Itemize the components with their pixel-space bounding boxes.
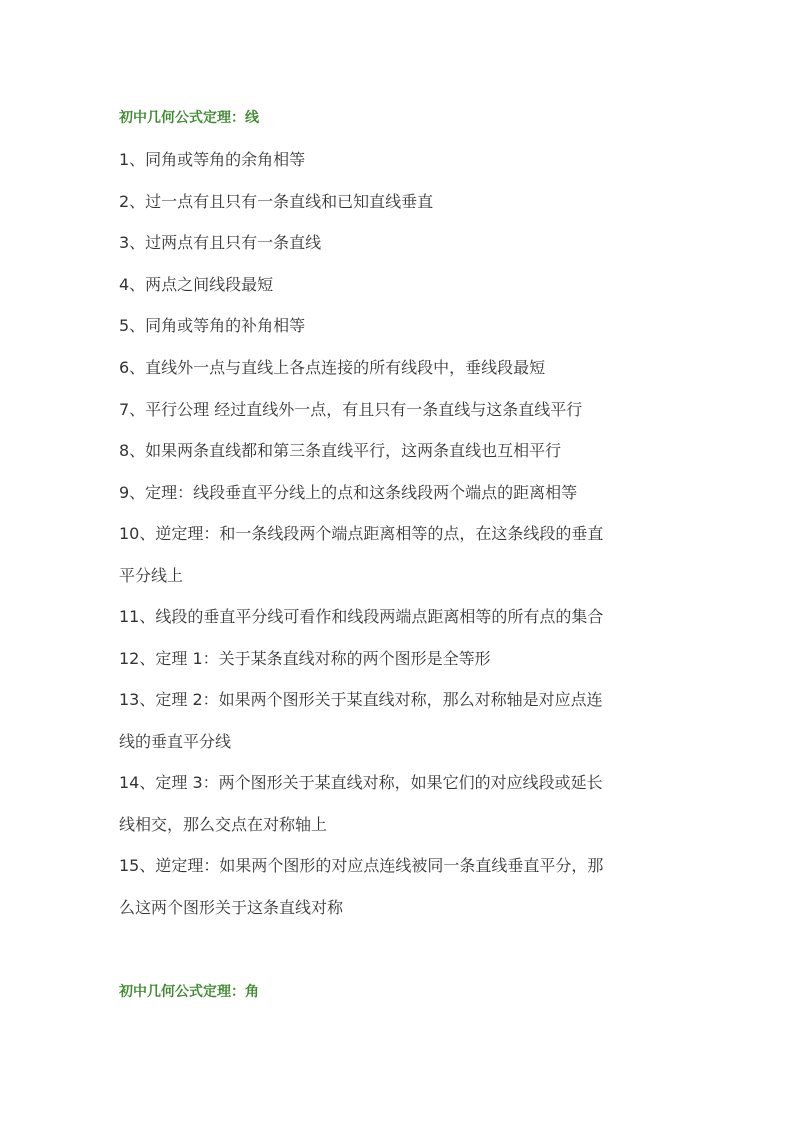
theorem-line-6: 6、直线外一点与直线上各点连接的所有线段中，垂线段最短: [119, 358, 546, 377]
theorem-line-14: 14、定理 3：两个图形关于某直线对称，如果它们的对应线段或延长: [119, 773, 603, 792]
theorem-line-10-cont: 平分线上: [119, 566, 184, 585]
theorem-line-5: 5、同角或等角的补角相等: [119, 316, 306, 335]
theorem-line-12: 12、定理 1：关于某条直线对称的两个图形是全等形: [119, 649, 491, 668]
theorem-line-8: 8、如果两条直线都和第三条直线平行，这两条直线也互相平行: [119, 441, 562, 460]
theorem-line-13-cont: 线的垂直平分线: [119, 732, 232, 751]
theorem-line-14-cont: 线相交，那么交点在对称轴上: [119, 815, 328, 834]
theorem-line-15: 15、逆定理：如果两个图形的对应点连线被同一条直线垂直平分，那: [119, 856, 604, 875]
theorem-line-13: 13、定理 2：如果两个图形关于某直线对称，那么对称轴是对应点连: [119, 690, 603, 709]
theorem-line-1: 1、同角或等角的余角相等: [119, 150, 306, 169]
theorem-line-7: 7、平行公理 经过直线外一点，有且只有一条直线与这条直线平行: [119, 400, 583, 419]
theorem-line-2: 2、过一点有且只有一条直线和已知直线垂直: [119, 192, 434, 211]
section-heading-lines: 初中几何公式定理：线: [119, 110, 259, 126]
theorem-line-10: 10、逆定理：和一条线段两个端点距离相等的点，在这条线段的垂直: [119, 524, 604, 543]
theorem-line-11: 11、线段的垂直平分线可看作和线段两端点距离相等的所有点的集合: [119, 607, 604, 626]
theorem-line-9: 9、定理：线段垂直平分线上的点和这条线段两个端点的距离相等: [119, 483, 578, 502]
section-heading-angles: 初中几何公式定理：角: [119, 984, 259, 1000]
theorem-line-4: 4、两点之间线段最短: [119, 275, 274, 294]
theorem-line-15-cont: 么这两个图形关于这条直线对称: [119, 898, 344, 917]
theorem-line-3: 3、过两点有且只有一条直线: [119, 233, 322, 252]
